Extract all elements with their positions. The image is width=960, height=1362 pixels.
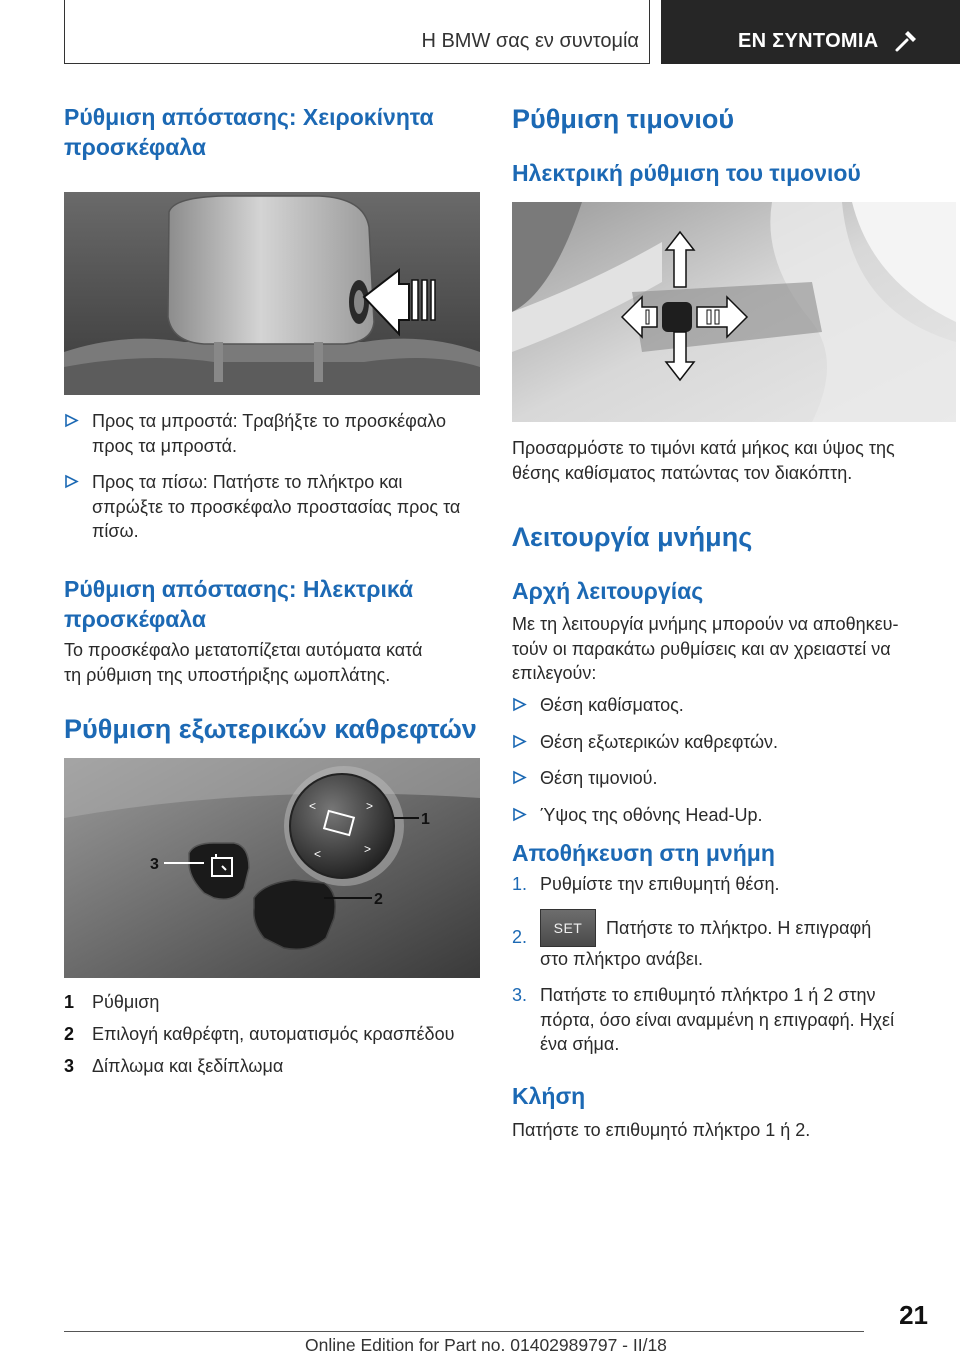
bullet-triangle-icon	[64, 474, 79, 489]
steering-title: Ρύθμιση τιμονιού	[512, 104, 735, 134]
recall-title: Κλήση	[512, 1083, 586, 1109]
page-number: 21	[899, 1300, 928, 1330]
bullet-triangle-icon	[64, 413, 79, 428]
footer-edition: Online Edition for Part no. 01402989797 - II/18	[305, 1335, 667, 1355]
recall-text: Πατήστε το επιθυμητό πλήκτρο 1 ή 2.	[512, 1120, 811, 1140]
memory-steps	[512, 872, 952, 1057]
headrest-electric-title: Ρύθμιση απόστασης: Ηλεκτρικά προσκέφαλα	[64, 576, 414, 632]
tool-icon	[893, 28, 919, 54]
steering-subtitle: Ηλεκτρική ρύθμιση του τιμονιού	[512, 160, 861, 186]
memory-principle-text: Με τη λειτουργία μνήμης μπορούν να αποθηκευ- τούν οι παρακάτω ρυθμίσεις και αν χρειαστεί να επιλεγούν:	[512, 614, 899, 683]
footer-divider	[64, 1331, 864, 1332]
svg-text:<: <	[309, 799, 317, 813]
header-left-box	[64, 0, 650, 64]
memory-bullet-list	[512, 693, 952, 839]
set-button: SET	[540, 909, 596, 947]
list-item: Θέση καθίσματος.	[512, 693, 952, 718]
headrest-bullet-list	[64, 409, 484, 556]
mirror-legend	[64, 990, 484, 1086]
list-item: 1. Ρυθμίστε την επιθυμητή θέση.	[512, 874, 780, 894]
list-item: 1 Ρύθμιση	[64, 992, 160, 1012]
callout-3: 3	[150, 856, 159, 873]
svg-text:>: >	[364, 842, 372, 856]
callout-1: 1	[421, 811, 430, 828]
list-item: Θέση εξωτερικών καθρεφτών.	[512, 730, 952, 755]
steering-text: Προσαρμόστε το τιμόνι κατά μήκος και ύψος της θέσης καθίσματος πατώντας τον διακόπτη.	[512, 438, 895, 483]
list-item: Προς τα πίσω: Πατήστε το πλήκτρο και σπρώξτε το προσκέφαλο προστασίας προς τα πίσω.	[64, 470, 484, 544]
bullet-triangle-icon	[512, 770, 527, 785]
mirror-switch-image	[64, 758, 480, 978]
list-item: 2 Επιλογή καθρέφτη, αυτοματισμός κρασπέδου	[64, 1024, 455, 1044]
steering-switch-image	[512, 202, 956, 422]
header-chapter-title: ΕΝ ΣΥΝΤΟΜΙΑ	[738, 30, 879, 52]
svg-text:<: <	[314, 847, 322, 861]
svg-text:>: >	[366, 799, 374, 813]
memory-title: Λειτουργία μνήμης	[512, 522, 753, 552]
memory-store-title: Αποθήκευση στη μνήμη	[512, 840, 775, 866]
headrest-electric-text: Το προσκέφαλο μετατοπίζεται αυτόματα κατά τη ρύθμιση της υποστήριξης ωμοπλάτης.	[64, 640, 423, 685]
bullet-triangle-icon	[512, 697, 527, 712]
callout-2: 2	[374, 891, 383, 908]
headrest-image	[64, 192, 480, 395]
header-right-tab	[661, 0, 960, 64]
memory-principle-title: Αρχή λειτουργίας	[512, 578, 704, 604]
bullet-triangle-icon	[512, 734, 527, 749]
list-item: Ύψος της οθόνης Head-Up.	[512, 803, 952, 828]
list-item: Θέση τιμονιού.	[512, 766, 952, 791]
list-item: 3 Δίπλωμα και ξεδίπλωμα	[64, 1056, 284, 1076]
headrest-manual-title: Ρύθμιση απόστασης: Χειροκίνητα προσκέφαλα	[64, 104, 434, 160]
list-item: 3. Πατήστε το επιθυμητό πλήκτρο 1 ή 2 στην πόρτα, όσο είναι αναμμένη η επιγραφή. Ηχεί ένα σήμα.	[512, 985, 895, 1054]
header-section-title: Η BMW σας εν συντομία	[421, 30, 639, 52]
list-item: Προς τα μπροστά: Τραβήξτε το προσκέφαλο προς τα μπροστά.	[64, 409, 484, 458]
list-item: 2. SET Πατήστε το πλήκτρο. Η επιγραφή στο πλήκτρο ανάβει.	[512, 909, 952, 972]
bullet-triangle-icon	[512, 807, 527, 822]
mirrors-title: Ρύθμιση εξωτερικών καθρεφτών	[64, 714, 477, 744]
